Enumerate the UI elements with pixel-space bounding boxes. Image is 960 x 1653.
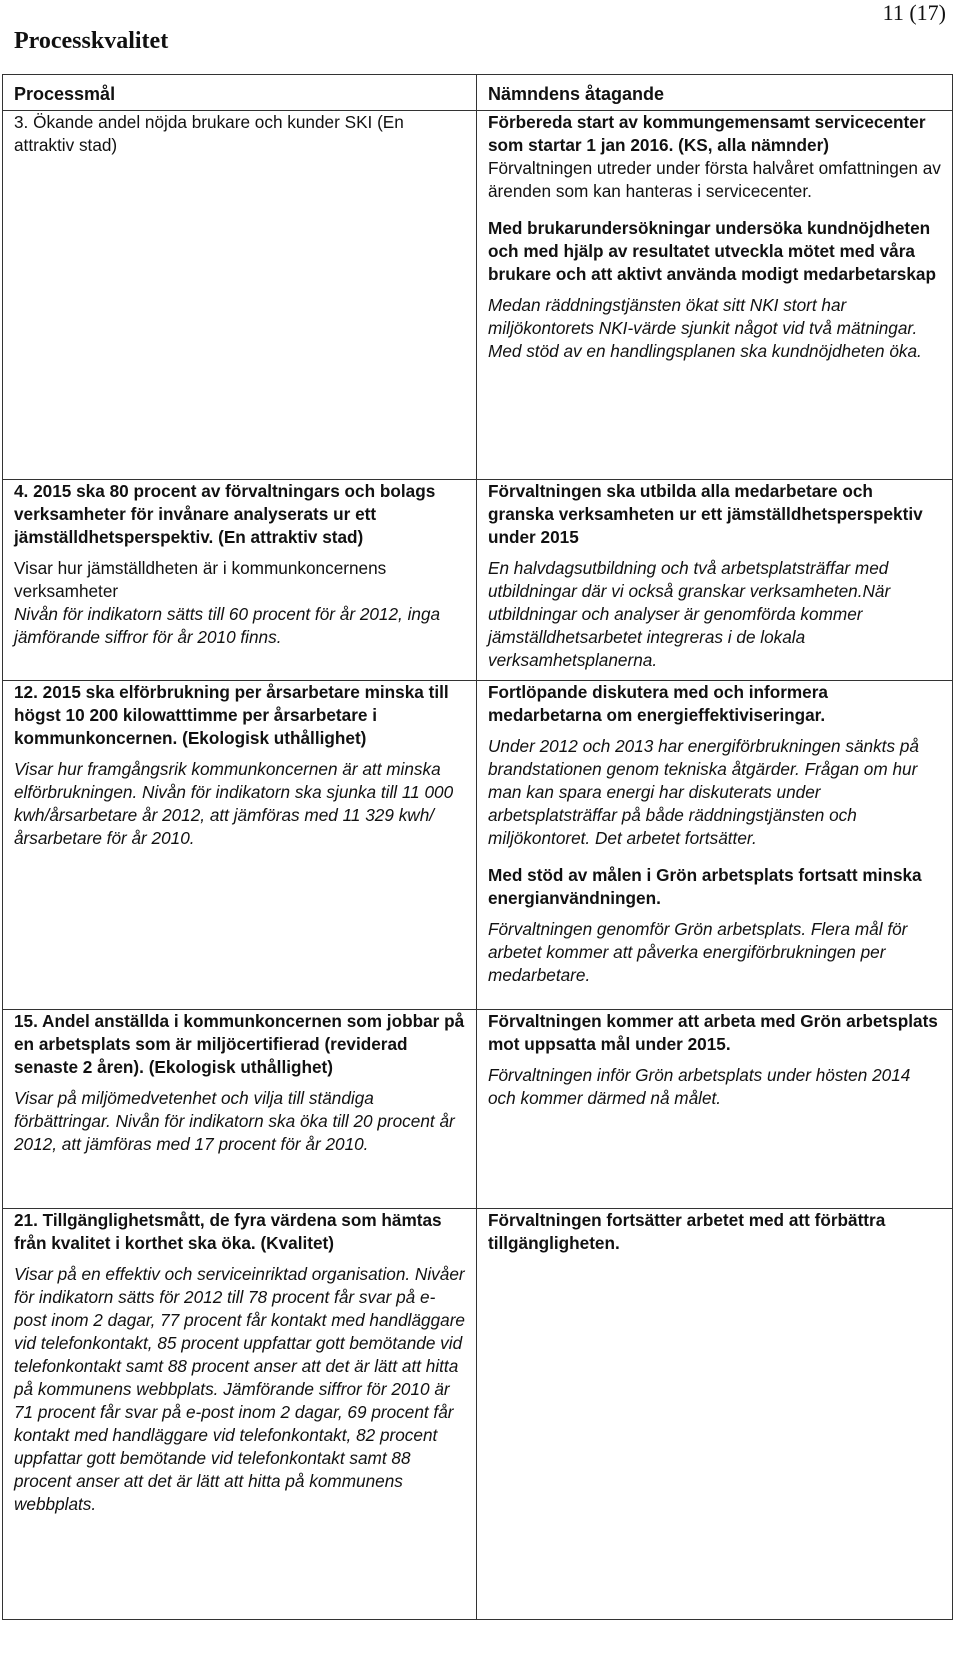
goal-indicator: Visar på en effektiv och serviceinriktad organisation. Nivåer för indikatorn sätts för 2012 till 78 procent får svar på e-post inom 2 dagar, 77 procent får kontakt med handläggare vid telefonkontakt, 85 procent uppfattar gott bemötande vid telefonkontakt samt 88 procent anser att det är lätt att hitta på kommunens webbplats. Jämförande siffror för 2010 är 71 procent får svar på e-post inom 2 dagar, 69 procent får kontakt med handläggare vid telefonkontakt, 82 procent uppfattar gott bemötande vid telefonkontakt samt 88 procent anser att det är lätt att hitta på kommunens webbplats. bbox=[14, 1264, 465, 1514]
table-row bbox=[3, 1209, 953, 1620]
goal-heading: 21. Tillgänglighetsmått, de fyra värdena som hämtas från kvalitet i korthet ska öka. (Kvalitet) bbox=[14, 1210, 442, 1253]
table-row bbox=[3, 1010, 953, 1209]
column-header-processmal: Processmål bbox=[3, 75, 477, 111]
commitment-cell bbox=[477, 681, 953, 1010]
commitment-heading: Förvaltningen kommer att arbeta med Grön arbetsplats mot uppsatta mål under 2015. bbox=[488, 1011, 938, 1054]
commitment-cell bbox=[477, 111, 953, 480]
goal-heading: 12. 2015 ska elförbrukning per årsarbetare minska till högst 10 200 kilowatttimme per årsarbetare i kommunkoncernen. (Ekologisk uthållighet) bbox=[14, 682, 449, 748]
commitment-description: Förvaltningen inför Grön arbetsplats under hösten 2014 och kommer därmed nå målet. bbox=[488, 1065, 911, 1108]
page-number: 11 (17) bbox=[882, 0, 946, 25]
goal-cell bbox=[3, 111, 477, 480]
goal-heading: 15. Andel anställda i kommunkoncernen som jobbar på en arbetsplats som är miljöcertifierad (reviderad senaste 2 åren). (Ekologisk uthållighet) bbox=[14, 1011, 465, 1077]
goal-cell bbox=[3, 1010, 477, 1209]
goal-heading: 4. 2015 ska 80 procent av förvaltningars och bolags verksamheter för invånare analyserats ur ett jämställdhetsperspektiv. (En attraktiv stad) bbox=[14, 481, 436, 547]
goal-indicator: Nivån för indikatorn sätts till 60 procent för år 2012, inga jämförande siffror för år 2010 finns. bbox=[14, 604, 441, 647]
goal-description: Visar hur jämställdheten är i kommunkoncernens verksamheter bbox=[14, 558, 387, 601]
goal-cell bbox=[3, 681, 477, 1010]
goal-indicator: Visar på miljömedvetenhet och vilja till ständiga förbättringar. Nivån för indikatorn ska öka till 20 procent år 2012, att jämföras med 17 procent för år 2010. bbox=[14, 1088, 455, 1154]
process-goals-table bbox=[2, 74, 953, 1620]
commitment-heading: Förvaltningen fortsätter arbetet med att förbättra tillgängligheten. bbox=[488, 1210, 886, 1253]
commitment-heading: Med brukarundersökningar undersöka kundnöjdheten och med hjälp av resultatet utveckla mötet med våra brukare och att aktivt använda modigt medarbetarskap bbox=[488, 218, 936, 284]
table-header-row bbox=[3, 75, 953, 111]
table-row bbox=[3, 480, 953, 681]
commitment-cell bbox=[477, 1010, 953, 1209]
page-title: Processkvalitet bbox=[14, 28, 169, 54]
commitment-heading: Med stöd av målen i Grön arbetsplats fortsatt minska energianvändningen. bbox=[488, 865, 922, 908]
table-row bbox=[3, 681, 953, 1010]
commitment-description: En halvdagsutbildning och två arbetsplatsträffar med utbildningar där vi också granskar verksamheten.När utbildningar och analyser är genomförda kommer jämställdhetsarbetet integreras i de lokala verksamhetsplanerna. bbox=[488, 558, 891, 670]
commitment-cell bbox=[477, 480, 953, 681]
goal-text: 3. Ökande andel nöjda brukare och kunder SKI (En attraktiv stad) bbox=[14, 112, 404, 155]
table-row bbox=[3, 111, 953, 480]
goal-indicator: Visar hur framgångsrik kommunkoncernen är att minska elförbrukningen. Nivån för indikatorn ska sjunka till 11 000 kwh/årsarbetare år 2012, att jämföras med 11 329 kwh/årsarbetare för år 2010. bbox=[14, 759, 454, 848]
commitment-description: Under 2012 och 2013 har energiförbrukningen sänkts på brandstationen genom tekniska åtgärder. Frågan om hur man kan spara energi har diskuterats under arbetsplatsträffar på både räddningstjänsten och miljökontoret. Det arbetet fortsätter. bbox=[488, 736, 919, 848]
goal-cell bbox=[3, 480, 477, 681]
commitment-heading: Fortlöpande diskutera med och informera medarbetarna om energieffektiviseringar. bbox=[488, 682, 828, 725]
commitment-description: Medan räddningstjänsten ökat sitt NKI stort har miljökontorets NKI-värde sjunkit något vid två mätningar. Med stöd av en handlingsplanen ska kundnöjdheten öka. bbox=[488, 295, 922, 361]
goal-cell bbox=[3, 1209, 477, 1620]
column-header-namndens-atagande: Nämndens åtagande bbox=[477, 75, 953, 111]
commitment-cell bbox=[477, 1209, 953, 1620]
commitment-heading: Förvaltningen ska utbilda alla medarbetare och granska verksamheten ur ett jämställdhetsperspektiv under 2015 bbox=[488, 481, 923, 547]
commitment-description: Förvaltningen genomför Grön arbetsplats. Flera mål för arbetet kommer att påverka energiförbrukningen per medarbetare. bbox=[488, 919, 908, 985]
commitment-heading: Förbereda start av kommungemensamt servicecenter som startar 1 jan 2016. (KS, alla nämnder) bbox=[488, 112, 926, 155]
commitment-description: Förvaltningen utreder under första halvåret omfattningen av ärenden som kan hanteras i servicecenter. bbox=[488, 158, 941, 201]
